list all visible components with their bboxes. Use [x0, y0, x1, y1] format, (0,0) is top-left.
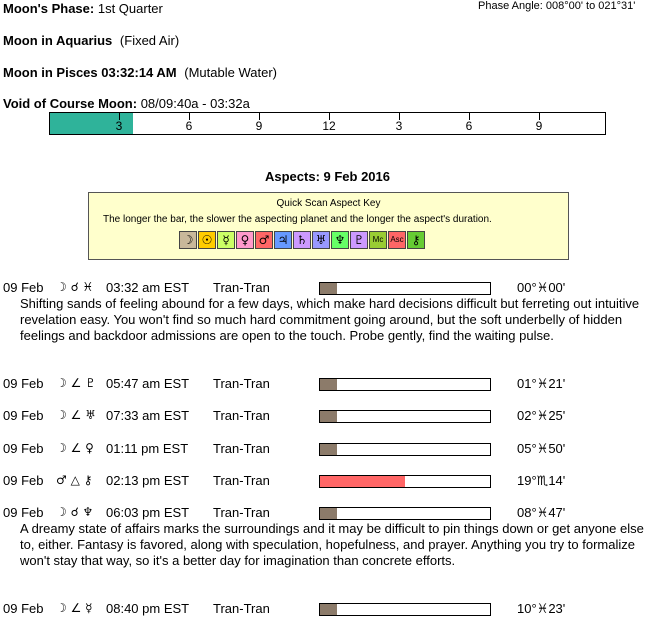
- aspect-time: 06:03 pm EST: [106, 505, 190, 520]
- aspect-glyphs-icon: ♂ △ ⚷: [56, 473, 93, 487]
- aspect-degree: 00°♓00': [517, 280, 566, 295]
- aspect-type: Tran-Tran: [213, 376, 270, 391]
- aspect-date: 09 Feb: [3, 505, 44, 520]
- aspect-glyphs-icon: ☽ ∠ ☿: [56, 601, 93, 615]
- aspect-time: 03:32 am EST: [106, 280, 190, 295]
- aspect-date: 09 Feb: [3, 601, 44, 616]
- aspect-date: 09 Feb: [3, 441, 44, 456]
- aspect-duration-fill: [320, 476, 405, 487]
- timeline-tick-label: 9: [255, 119, 263, 133]
- aspect-glyphs-icon: ☽ ∠ ♇: [56, 376, 96, 390]
- aspect-duration-bar: [319, 507, 491, 520]
- aspect-degree: 19°♏14': [517, 473, 566, 488]
- phase-angle-line: [478, 0, 635, 12]
- aspect-row: [0, 601, 655, 617]
- aspect-degree: 08°♓47': [517, 505, 566, 520]
- mars-icon: ♂: [255, 231, 273, 249]
- aspect-degree: 10°♓23': [517, 601, 566, 616]
- aspect-date: 09 Feb: [3, 376, 44, 391]
- phase-angle-label: Phase Angle:: [478, 0, 543, 12]
- timeline-tick-label: 3: [115, 119, 123, 133]
- aspect-duration-bar: [319, 443, 491, 456]
- jupiter-icon: ♃: [274, 231, 292, 249]
- timeline-tick-label: 9: [535, 119, 543, 133]
- aspect-duration-bar: [319, 282, 491, 295]
- aspect-time: 07:33 am EST: [106, 408, 190, 423]
- aspect-duration-bar: [319, 475, 491, 488]
- moon-sign-pisces: [3, 65, 277, 80]
- aspect-time: 08:40 pm EST: [106, 601, 190, 616]
- aspect-type: Tran-Tran: [213, 473, 270, 488]
- aspects-title: Aspects: 9 Feb 2016: [264, 169, 390, 184]
- saturn-icon: ♄: [293, 231, 311, 249]
- aspect-date: 09 Feb: [3, 280, 44, 295]
- pluto-icon: ♇: [350, 231, 368, 249]
- aspect-duration-bar: [319, 603, 491, 616]
- aspect-glyphs-icon: ☽ ☌ ♓: [56, 280, 94, 294]
- aspect-degree: 01°♓21': [517, 376, 566, 391]
- midheaven-icon: Mc: [369, 231, 387, 249]
- aspect-row: [0, 473, 655, 489]
- aspect-row: [0, 280, 655, 296]
- aspect-duration-fill: [320, 444, 337, 455]
- mercury-icon: ☿: [217, 231, 235, 249]
- aspect-glyphs-icon: ☽ ∠ ♀: [56, 441, 94, 455]
- moon-sign1-detail: (Fixed Air): [119, 33, 180, 48]
- void-course-value: 08/09:40a - 03:32a: [140, 96, 250, 111]
- aspect-time: 02:13 pm EST: [106, 473, 190, 488]
- uranus-icon: ♅: [312, 231, 330, 249]
- aspect-duration-fill: [320, 604, 337, 615]
- aspect-date: 09 Feb: [3, 473, 44, 488]
- void-course-timeline: [49, 112, 606, 135]
- timeline-tick-label: 6: [465, 119, 473, 133]
- chiron-icon: ⚷: [407, 231, 425, 249]
- phase-angle-value: 008°00' to 021°31': [545, 0, 636, 12]
- moon-icon: ☽: [179, 231, 197, 249]
- aspect-row: [0, 376, 655, 392]
- aspect-type: Tran-Tran: [213, 280, 270, 295]
- aspect-time: 01:11 pm EST: [106, 441, 189, 456]
- aspect-degree: 02°♓25': [517, 408, 566, 423]
- quick-scan-key: [88, 192, 569, 260]
- venus-icon: ♀: [236, 231, 254, 249]
- aspect-type: Tran-Tran: [213, 408, 270, 423]
- aspect-type: Tran-Tran: [213, 441, 270, 456]
- aspect-glyphs-icon: ☽ ∠ ♅: [56, 408, 96, 422]
- key-title: Quick Scan Aspect Key: [276, 198, 381, 209]
- key-cells: [179, 231, 426, 249]
- aspect-interpretation: Shifting sands of feeling abound for a few days, which make hard decisions difficult but ferreting out intuitive revelation easy. You won't find so much hard commitment going around, but the soft underbelly of hidden feelings and backdoor admissions are open to the touch. Probe gently, find the waiting pulse.: [20, 296, 640, 343]
- aspect-type: Tran-Tran: [213, 601, 270, 616]
- timeline-tick-label: 12: [322, 119, 336, 133]
- neptune-icon: ♆: [331, 231, 349, 249]
- moon-sign2-label: Moon in Pisces 03:32:14 AM: [3, 65, 177, 80]
- timeline-tick-label: 6: [185, 119, 193, 133]
- moon-sign1-label: Moon in Aquarius: [3, 33, 113, 48]
- aspect-row: [0, 441, 655, 457]
- void-course-label: Void of Course Moon:: [3, 96, 138, 111]
- moon-sign2-detail: (Mutable Water): [184, 65, 277, 80]
- aspect-row: [0, 505, 655, 521]
- moon-phase-value: 1st Quarter: [97, 1, 163, 16]
- aspect-interpretation: A dreamy state of affairs marks the surroundings and it may be difficult to pin things down or get anyone else to, either. Fantasy is favored, along with speculation, hopefulness, and prayer. Anything you try to formalize won't stay that way, so it's a better day for imagination than concrete efforts.: [20, 521, 644, 568]
- sun-icon: ☉: [198, 231, 216, 249]
- moon-phase-label: Moon's Phase:: [3, 1, 95, 16]
- aspect-duration-fill: [320, 411, 337, 422]
- aspect-date: 09 Feb: [3, 408, 44, 423]
- aspect-glyphs-icon: ☽ ☌ ♆: [56, 505, 94, 519]
- aspect-duration-fill: [320, 283, 337, 294]
- aspect-degree: 05°♓50': [517, 441, 566, 456]
- key-description: The longer the bar, the slower the aspecting planet and the longer the aspect's duration.: [103, 214, 492, 225]
- aspect-time: 05:47 am EST: [106, 376, 190, 391]
- aspect-row: [0, 408, 655, 424]
- aspect-duration-bar: [319, 378, 491, 391]
- aspect-duration-bar: [319, 410, 491, 423]
- moon-sign-aquarius: [3, 33, 179, 48]
- ascendant-icon: Asc: [388, 231, 406, 249]
- aspect-duration-fill: [320, 508, 337, 519]
- void-course-line: [3, 96, 250, 111]
- aspect-type: Tran-Tran: [213, 505, 270, 520]
- timeline-tick-label: 3: [395, 119, 403, 133]
- aspect-duration-fill: [320, 379, 337, 390]
- moon-phase-line: [3, 1, 163, 16]
